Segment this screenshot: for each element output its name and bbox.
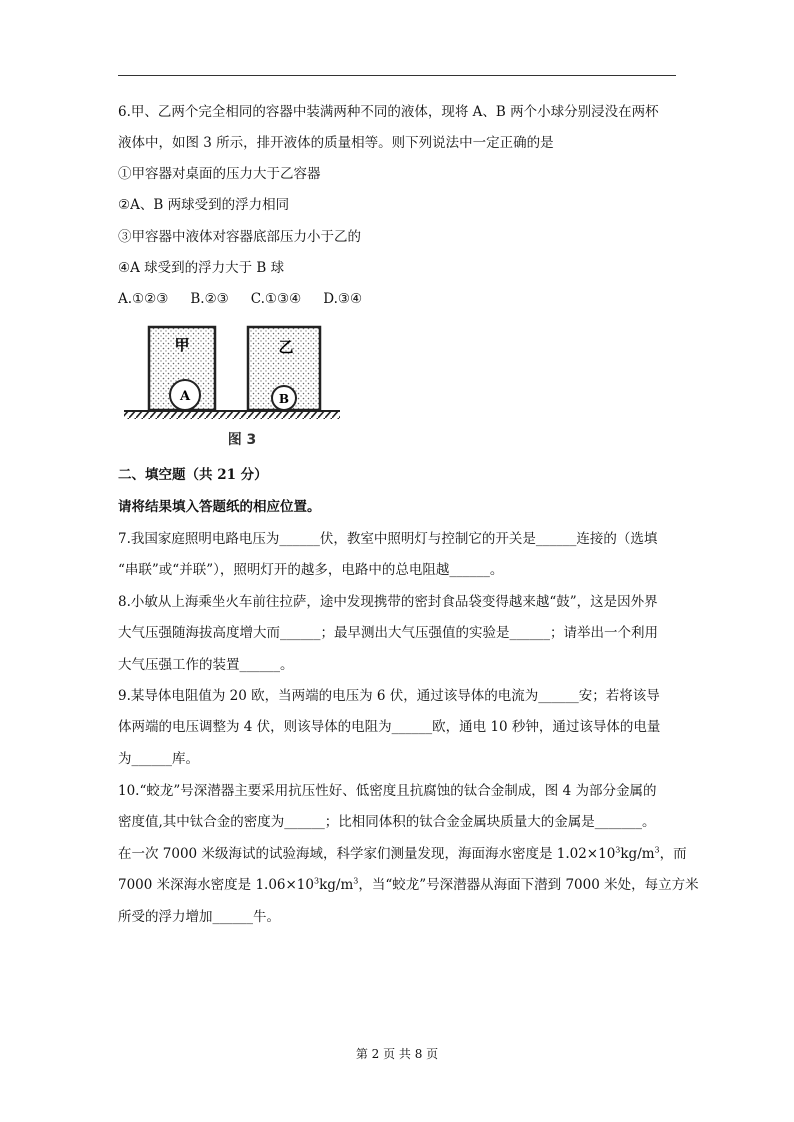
label-yi: 乙 <box>278 338 294 356</box>
q10-line-3 <box>118 845 687 863</box>
exponent: 3 <box>654 845 660 855</box>
q9-line-3: 为______库。 <box>118 751 199 767</box>
q10-line-3-part-a: 在一次 7000 米级海试的试验海域，科学家们测量发现，海面海水密度是 1.02×10 <box>118 846 616 862</box>
q10-line-3-part-c: ，而 <box>659 846 687 862</box>
option-c: C.①③④ <box>250 291 302 307</box>
q6-line-2: 液体中，如图 3 所示，排开液体的质量相等。则下列说法中一定正确的是 <box>118 135 554 151</box>
q10-line-1: 10.“蛟龙”号深潜器主要采用抗压性好、低密度且抗腐蚀的钛合金制成，图 4 为部分金属的 <box>118 783 657 799</box>
q10-line-4-part-c: ，当“蛟龙”号深潜器从海面下潜到 7000 米处，每立方米 <box>358 877 699 893</box>
section-2-instruction: 请将结果填入答题纸的相应位置。 <box>118 499 321 515</box>
q10-line-5: 所受的浮力增加______牛。 <box>118 909 280 925</box>
label-jia: 甲 <box>174 336 190 354</box>
unit: kg/m <box>620 846 655 862</box>
unit: kg/m <box>319 877 354 893</box>
q6-options <box>118 290 362 308</box>
figure-caption: 图 3 <box>227 432 257 448</box>
option-a: A.①②③ <box>118 291 169 307</box>
container-yi <box>248 327 320 410</box>
q10-line-2: 密度值,其中钛合金的密度为______；比相同体积的钛合金金属块质量大的金属是_______。 <box>118 814 656 830</box>
figure-3 <box>122 322 342 452</box>
q6-statement-2: ②A、B 两球受到的浮力相同 <box>118 197 290 213</box>
header-rule <box>118 75 676 76</box>
option-d: D.③④ <box>323 291 363 307</box>
q10-line-4 <box>118 876 699 894</box>
ground <box>124 410 340 419</box>
container-jia <box>149 327 215 410</box>
q10-line-4-part-a: 7000 米深海水密度是 1.06×10 <box>118 877 314 893</box>
label-ball-a: A <box>179 389 191 404</box>
exponent: 3 <box>353 876 359 886</box>
q8-line-2: 大气压强随海拔高度增大而______；最早测出大气压强值的实验是______；请举出一个利用 <box>118 625 658 641</box>
q7-line-1: 7.我国家庭照明电路电压为______伏，教室中照明灯与控制它的开关是______连接的（选填 <box>118 531 658 547</box>
q9-line-1: 9.某导体电阻值为 20 欧，当两端的电压为 6 伏，通过该导体的电流为______安；若将该导 <box>118 688 660 704</box>
q6-statement-4: ④A 球受到的浮力大于 B 球 <box>118 260 285 276</box>
figure-3-drawing <box>122 322 342 452</box>
q6-statement-1: ①甲容器对桌面的压力大于乙容器 <box>118 166 321 182</box>
q8-line-1: 8.小敏从上海乘坐火车前往拉萨，途中发现携带的密封食品袋变得越来越“鼓”，这是因外界 <box>118 594 658 610</box>
q8-line-3: 大气压强工作的装置______。 <box>118 657 294 673</box>
exponent: 3 <box>314 876 320 886</box>
label-ball-b: B <box>278 392 290 406</box>
q9-line-2: 体两端的电压调整为 4 伏，则该导体的电阻为______欧，通电 10 秒钟，通过该导体的电量 <box>118 719 661 735</box>
q6-line-1: 6.甲、乙两个完全相同的容器中装满两种不同的液体，现将 A、B 两个小球分别浸没在两杯 <box>118 104 659 120</box>
section-2-title: 二、填空题（共 21 分） <box>118 467 268 483</box>
q7-line-2: “串联”或“并联”），照明灯开的越多，电路中的总电阻越______。 <box>118 562 504 578</box>
exponent: 3 <box>615 845 621 855</box>
q6-statement-3: ③甲容器中液体对容器底部压力小于乙的 <box>118 229 361 245</box>
page-footer: 第 2 页 共 8 页 <box>355 1047 439 1061</box>
option-b: B.②③ <box>190 291 229 307</box>
